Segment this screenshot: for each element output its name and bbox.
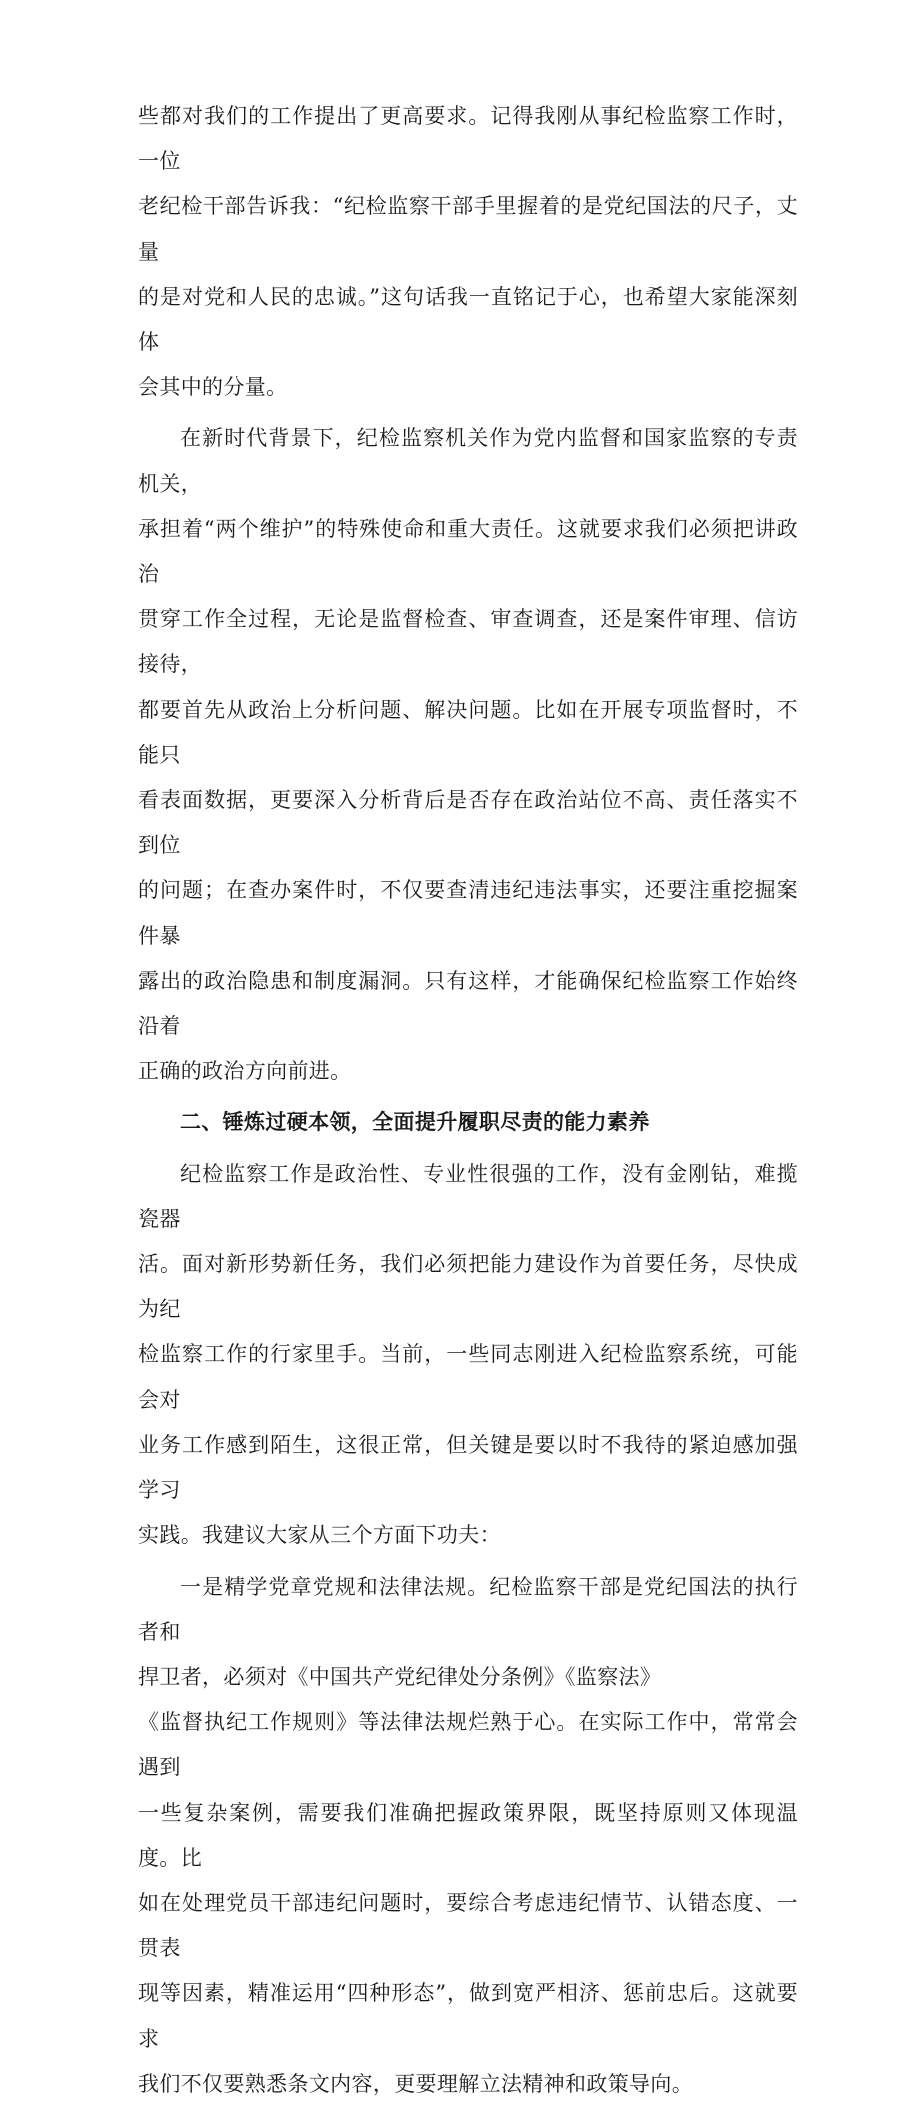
text-line: 的是对党和人民的忠诚。”这句话我一直铭记于心，也希望大家能深刻体	[138, 284, 798, 355]
text-line: 看表面数据，更要深入分析背后是否存在政治站位不高、责任落实不到位	[138, 788, 798, 858]
text-line: 都要首先从政治上分析问题、解决问题。比如在开展专项监督时，不能只	[138, 697, 798, 767]
text-line: 捍卫者，必须对《中国共产党纪律处分条例》《监察法》	[138, 1664, 662, 1689]
text-line: 一是精学党章党规和法律法规。纪检监察干部是党纪国法的执行者和	[138, 1574, 798, 1644]
paragraph-continuation	[138, 94, 798, 410]
text-line: 在新时代背景下，纪检监察机关作为党内监督和国家监察的专责机关，	[138, 426, 798, 496]
paragraph-study-regulations	[138, 1565, 798, 2107]
text-line: 《监督执纪工作规则》等法律法规烂熟于心。在实际工作中，常常会遇到	[138, 1710, 798, 1780]
text-line: 老纪检干部告诉我：“纪检监察干部手里握着的是党纪国法的尺子，丈量	[138, 194, 798, 264]
text-line: 会其中的分量。	[138, 375, 288, 400]
text-line: 的问题；在查办案件时，不仅要查清违纪违法事实，还要注重挖掘案件暴	[138, 878, 798, 948]
text-line: 露出的政治隐患和制度漏洞。只有这样，才能确保纪检监察工作始终沿着	[138, 968, 798, 1039]
text-line: 检监察工作的行家里手。当前，一些同志刚进入纪检监察系统，可能会对	[138, 1342, 798, 1412]
document-body	[138, 94, 798, 2107]
text-line: 纪检监察工作是政治性、专业性很强的工作，没有金刚钻，难揽瓷器	[138, 1161, 798, 1231]
text-line: 如在处理党员干部违纪问题时，要综合考虑违纪情节、认错态度、一贯表	[138, 1890, 798, 1961]
heading-text: 二、锤炼过硬本领，全面提升履职尽责的能力素养	[180, 1110, 650, 1135]
text-line: 一些复杂案例，需要我们准确把握政策界限，既坚持原则又体现温度。比	[138, 1800, 798, 1870]
paragraph-capability	[138, 1152, 798, 1559]
text-line: 实践。我建议大家从三个方面下功夫：	[138, 1523, 501, 1548]
text-line: 承担着“两个维护”的特殊使命和重大责任。这就要求我们必须把讲政治	[138, 516, 798, 587]
text-line: 正确的政治方向前进。	[138, 1059, 352, 1084]
text-line: 我们不仅要熟悉条文内容，更要理解立法精神和政策导向。	[138, 2071, 694, 2096]
text-line: 些都对我们的工作提出了更高要求。记得我刚从事纪检监察工作时，一位	[138, 104, 798, 174]
paragraph-political-awareness	[138, 416, 798, 1094]
text-line: 业务工作感到陌生，这很正常，但关键是要以时不我待的紧迫感加强学习	[138, 1432, 798, 1503]
text-line: 活。面对新形势新任务，我们必须把能力建设作为首要任务，尽快成为纪	[138, 1252, 798, 1322]
section-heading	[138, 1100, 798, 1145]
text-line: 贯穿工作全过程，无论是监督检查、审查调查，还是案件审理、信访接待，	[138, 607, 798, 677]
text-line: 现等因素，精准运用“四种形态”，做到宽严相济、惩前忠后。这就要求	[138, 1981, 798, 2051]
